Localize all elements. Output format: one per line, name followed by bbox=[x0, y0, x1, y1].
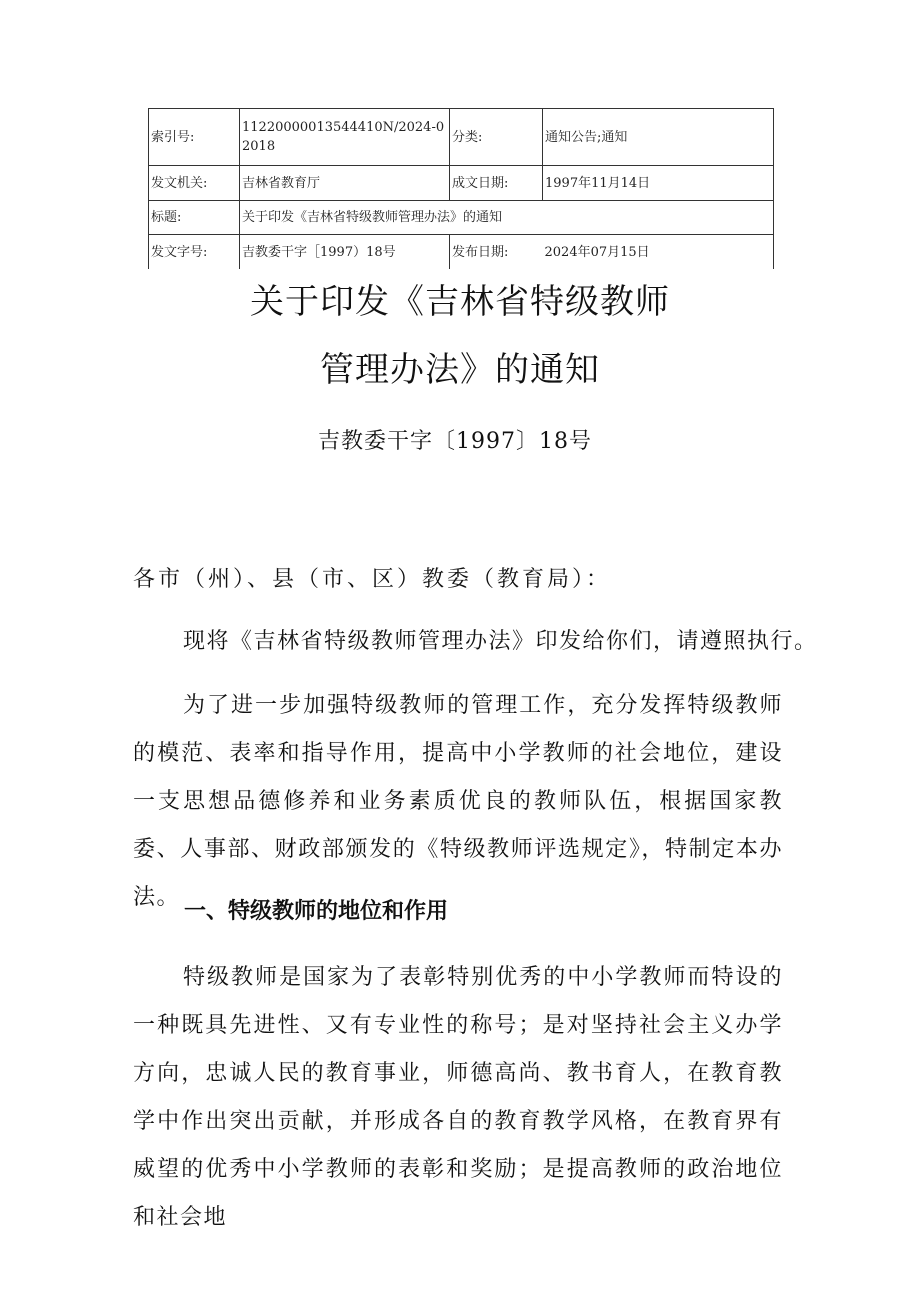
category-value: 通知公告;通知 bbox=[543, 109, 774, 166]
publish-date-label: 发布日期: bbox=[450, 235, 543, 270]
document-title-line-2: 管理办法》的通知 bbox=[320, 350, 600, 390]
document-metadata-table bbox=[148, 108, 774, 269]
paragraph-2: 为了进一步加强特级教师的管理工作，充分发挥特级教师的模范、表率和指导作用，提高中小学教师的社会地位，建设一支思想品德修养和业务素质优良的教师队伍，根据国家教委、人事部、财政部颁发的《特级教师评选规定》，特制定本办法。 bbox=[133, 693, 783, 910]
issuer-value: 吉林省教育厅 bbox=[240, 166, 450, 201]
subject-label: 标题: bbox=[149, 201, 240, 235]
written-date-label: 成文日期: bbox=[450, 166, 543, 201]
document-number: 吉教委干字〔1997〕18号 bbox=[318, 429, 592, 454]
doc-number-label: 发文字号: bbox=[149, 235, 240, 270]
paragraph-3: 特级教师是国家为了表彰特别优秀的中小学教师而特设的一种既具先进性、又有专业性的称号；是对坚持社会主义办学方向，忠诚人民的教育事业，师德高尚、教书育人，在教育教学中作出突出贡献，并形成各自的教育教学风格，在教育界有威望的优秀中小学教师的表彰和奖励；是提高教师的政治地位和社会地 bbox=[133, 965, 783, 1230]
metadata-row-index bbox=[149, 109, 774, 166]
document-title-line-1: 关于印发《吉林省特级教师 bbox=[250, 282, 670, 322]
doc-number-value: 吉教委干字［1997）18号 bbox=[240, 235, 450, 270]
written-date-value: 1997年11月14日 bbox=[543, 166, 774, 201]
metadata-row-issuer bbox=[149, 166, 774, 201]
subject-value: 关于印发《吉林省特级教师管理办法》的通知 bbox=[240, 201, 774, 235]
index-value bbox=[240, 109, 450, 166]
section-1-heading: 一、特级教师的地位和作用 bbox=[184, 899, 449, 924]
issuer-label: 发文机关: bbox=[149, 166, 240, 201]
category-label: 分类: bbox=[450, 109, 543, 166]
salutation: 各市（州）、县（市、区）教委（教育局）： bbox=[133, 567, 612, 592]
paragraph-1: 现将《吉林省特级教师管理办法》印发给你们，请遵照执行。 bbox=[183, 629, 818, 654]
metadata-row-subject bbox=[149, 201, 774, 235]
index-label: 索引号: bbox=[149, 109, 240, 166]
publish-date-value: 2024年07月15日 bbox=[543, 235, 774, 270]
index-value-text: 11220000013544410N/2024-02018 bbox=[242, 120, 445, 154]
metadata-row-doc-number bbox=[149, 235, 774, 270]
